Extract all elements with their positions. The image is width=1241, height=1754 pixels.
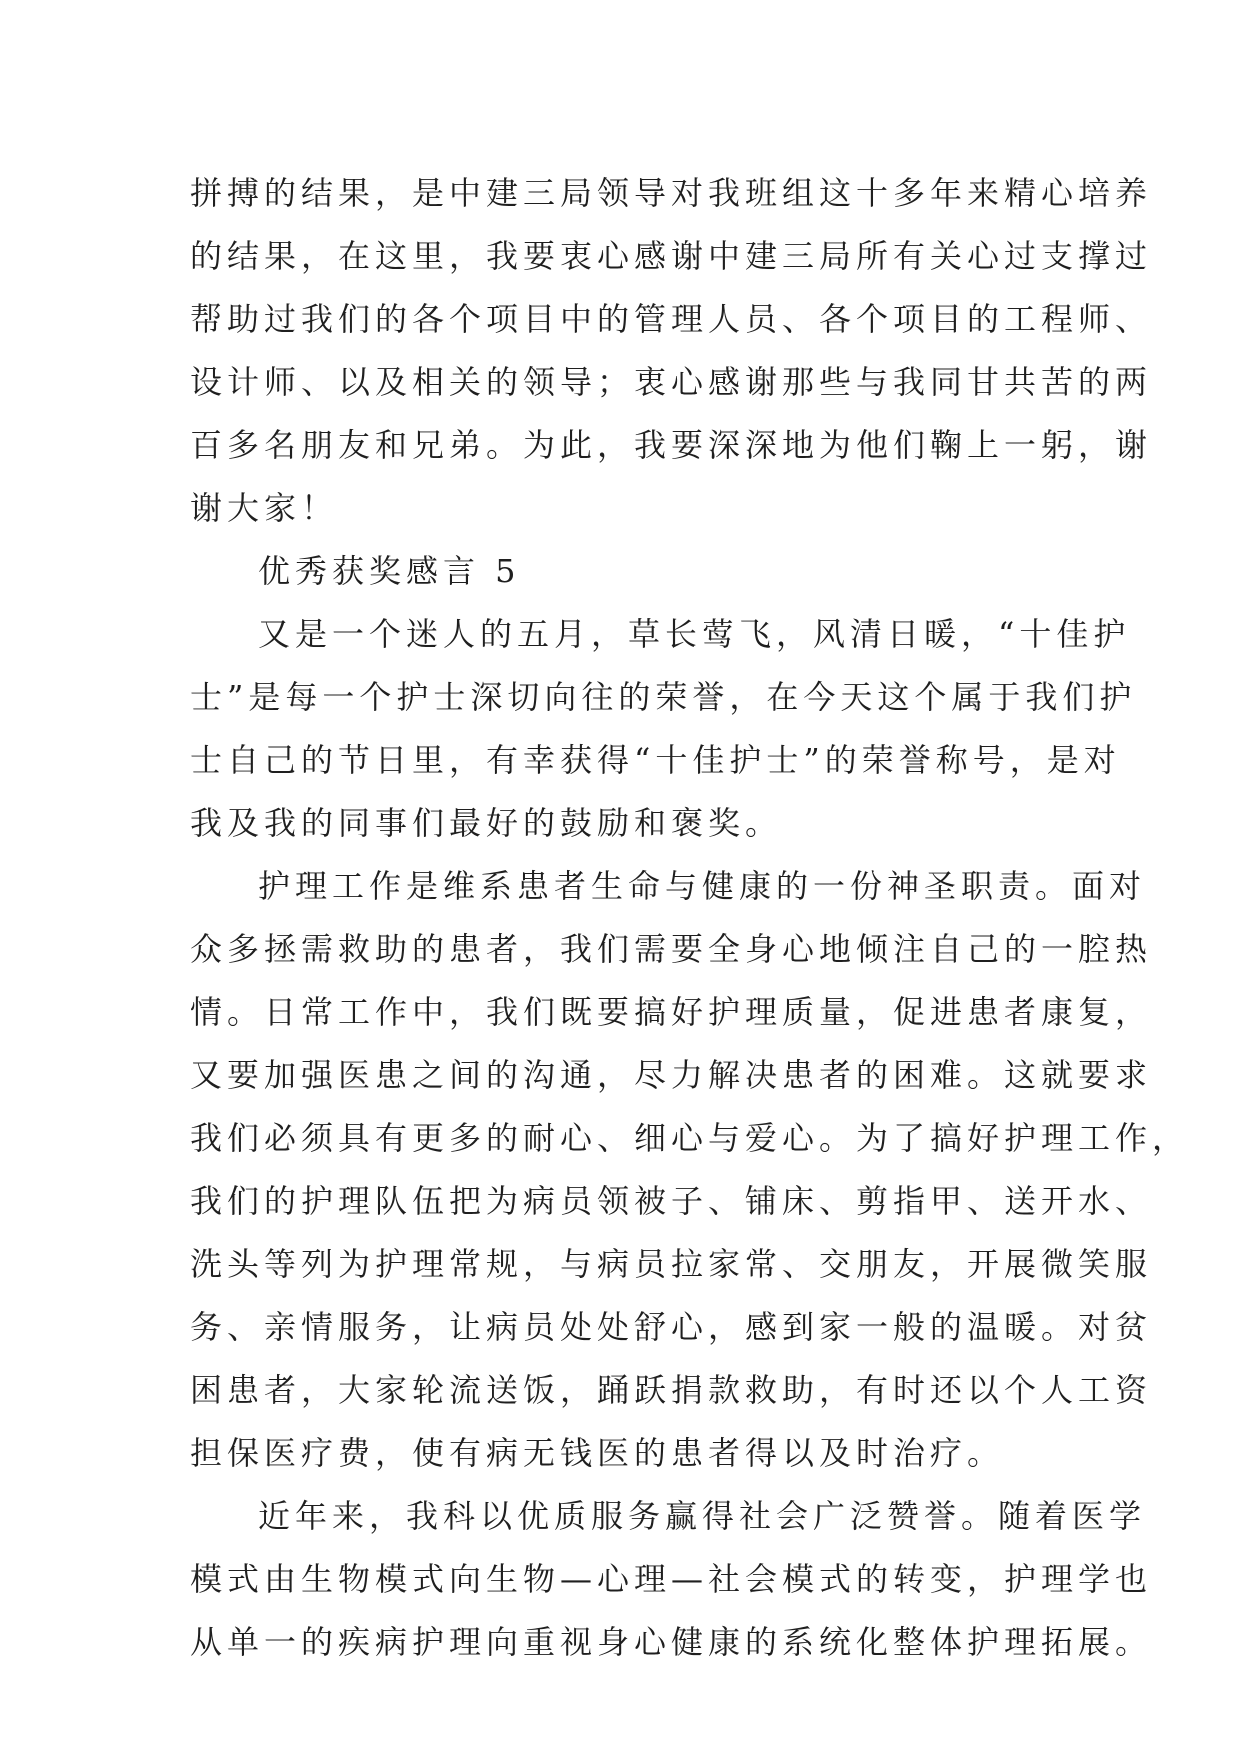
text-line: 百多名朋友和兄弟。为此，我要深深地为他们鞠上一躬，谢	[190, 426, 1153, 464]
text-line: 帮助过我们的各个项目中的管理人员、各个项目的工程师、	[190, 300, 1153, 338]
text-line: 的结果，在这里，我要衷心感谢中建三局所有关心过支撑过	[190, 237, 1153, 275]
text-line: 近年来，我科以优质服务赢得社会广泛赞誉。随着医学	[258, 1497, 1147, 1535]
text-line: 困患者，大家轮流送饭，踊跃捐款救助，有时还以个人工资	[190, 1371, 1153, 1409]
text-line: 众多拯需救助的患者，我们需要全身心地倾注自己的一腔热	[190, 930, 1153, 968]
text-line: 又是一个迷人的五月，草长莺飞，风清日暖，“十佳护	[258, 615, 1131, 653]
text-line: 从单一的疾病护理向重视身心健康的系统化整体护理拓展。	[190, 1623, 1153, 1661]
text-line: 我及我的同事们最好的鼓励和褒奖。	[190, 804, 783, 842]
text-line: 设计师、以及相关的领导；衷心感谢那些与我同甘共苦的两	[190, 363, 1153, 401]
text-line: 情。日常工作中，我们既要搞好护理质量，促进患者康复，	[190, 993, 1153, 1031]
text-line: 谢大家！	[190, 489, 339, 527]
text-line: 护理工作是维系患者生命与健康的一份神圣职责。面对	[258, 867, 1147, 905]
text-line: 士”是每一个护士深切向往的荣誉，在今天这个属于我们护	[190, 678, 1137, 716]
text-line: 务、亲情服务，让病员处处舒心，感到家一般的温暖。对贫	[190, 1308, 1153, 1346]
text-line: 我们必须具有更多的耐心、细心与爱心。为了搞好护理工作，	[190, 1119, 1190, 1157]
text-line: 又要加强医患之间的沟通，尽力解决患者的困难。这就要求	[190, 1056, 1153, 1094]
text-line: 我们的护理队伍把为病员领被子、铺床、剪指甲、送开水、	[190, 1182, 1153, 1220]
text-line: 士自己的节日里，有幸获得“十佳护士”的荣誉称号，是对	[190, 741, 1121, 779]
text-line: 担保医疗费，使有病无钱医的患者得以及时治疗。	[190, 1434, 1005, 1472]
document-body	[190, 162, 1190, 1674]
text-line: 模式由生物模式向生物—心理—社会模式的转变，护理学也	[190, 1560, 1153, 1598]
text-line: 洗头等列为护理常规，与病员拉家常、交朋友，开展微笑服	[190, 1245, 1153, 1283]
section-heading: 优秀获奖感言 5	[258, 552, 521, 590]
text-line: 拼搏的结果，是中建三局领导对我班组这十多年来精心培养	[190, 174, 1153, 212]
